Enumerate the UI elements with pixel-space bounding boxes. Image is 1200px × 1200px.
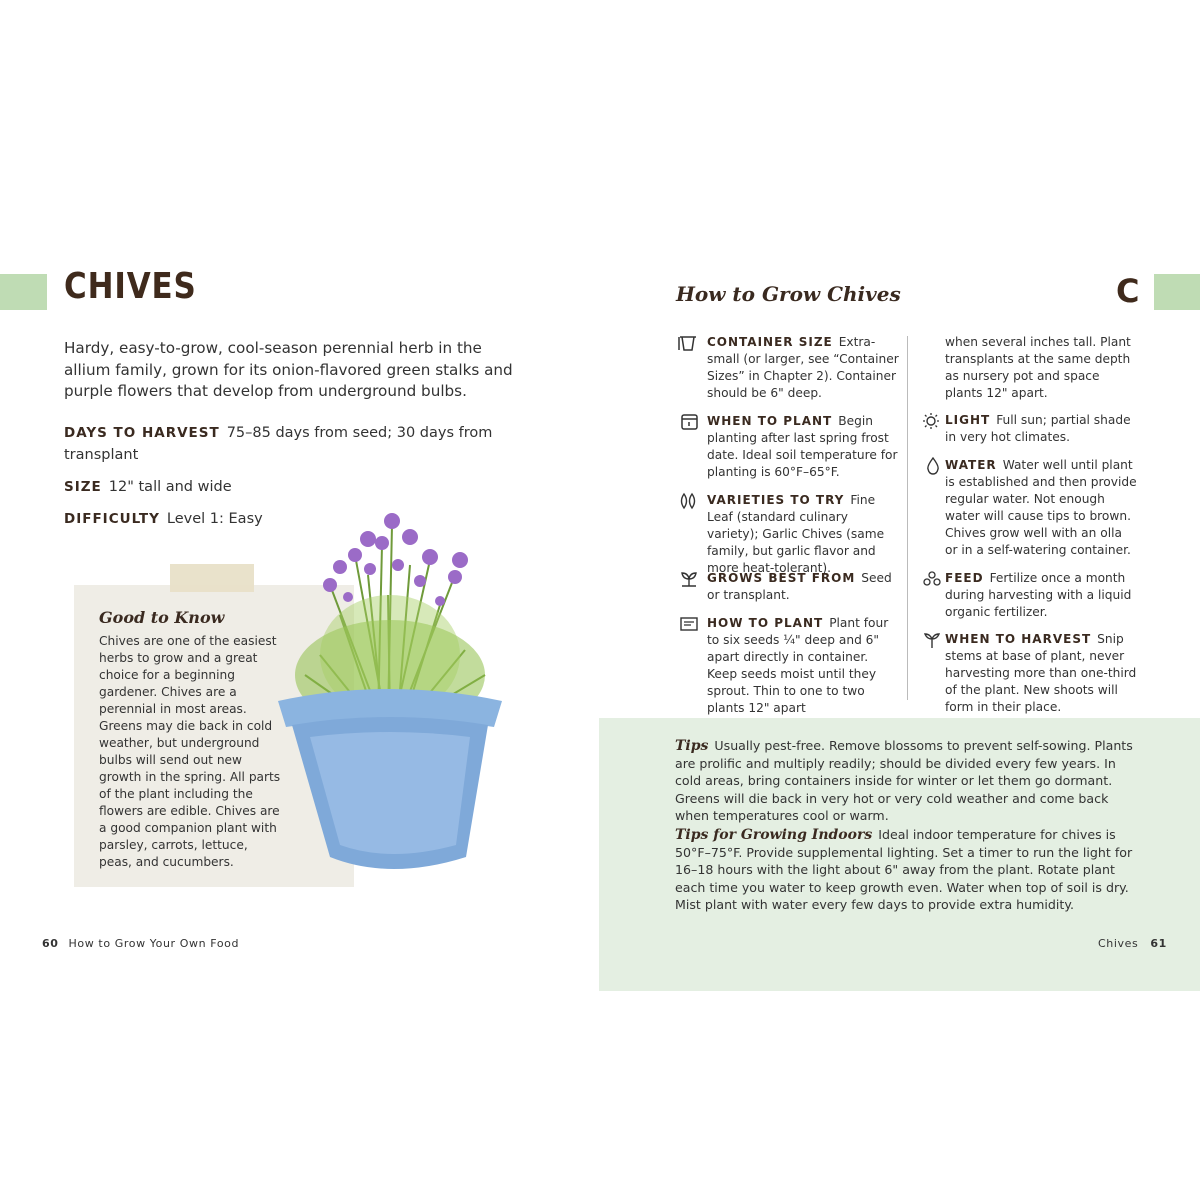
leaves-icon — [678, 492, 698, 510]
good-to-know-body: Chives are one of the easiest herbs to grow and a great choice for a beginning gardener. Chives are a perennial in most areas. Greens may die back in cold weather, but underground bulbs will send out new growth in the spring. All parts of the plant including the flowers are edible. Chives are a good companion plant with parsley, carrots, lettuce, peas, and cucumbers. — [99, 634, 281, 869]
entry-text: Water well until plant is established and then provide regular water. Not enough water will cause tips to brown. Chives grow well with an olla or in a self-watering container. — [945, 458, 1137, 557]
running-title: Chives — [1098, 937, 1139, 950]
entry-text: Plant four to six seeds ¼" deep and 6" apart directly in container. Keep seeds moist until they sprout. Thin to one to two plants 12" apart — [707, 616, 889, 715]
fact-label: DAYS TO HARVEST — [64, 425, 220, 441]
seed-packet-icon — [679, 615, 699, 633]
tips-heading: Tips — [675, 738, 709, 754]
entry-varieties-to-try — [707, 492, 899, 577]
how-to-plant-continuation: when several inches tall. Plant transplants at the same depth as nursery pot and space plants 12" apart. — [945, 335, 1131, 400]
entry-label: WATER — [945, 458, 997, 472]
fact-label: SIZE — [64, 479, 102, 495]
good-to-know-title: Good to Know — [99, 608, 225, 627]
running-title: How to Grow Your Own Food — [68, 937, 240, 950]
fact-value: 12" tall and wide — [108, 479, 232, 495]
entry-text: Seed or transplant. — [707, 571, 892, 602]
entry-container-size — [707, 334, 899, 402]
left-page-tab — [0, 274, 47, 310]
fact-value: 75–85 days from seed; 30 days from transplant — [64, 425, 493, 463]
entry-label: HOW TO PLANT — [707, 616, 824, 630]
entry-text: Extra-small (or larger, see “Container Sizes” in Chapter 2). Container should be 6" deep. — [707, 335, 899, 400]
water-drop-icon — [923, 457, 943, 475]
entry-text: Begin planting after last spring frost date. Ideal soil temperature for planting is 60°F–65°F. — [707, 414, 898, 479]
sun-icon — [921, 412, 941, 430]
left-footer — [42, 937, 239, 950]
entry-text: Snip stems at base of plant, never harvesting more than one-third of the plant. New shoots will form in their place. — [945, 632, 1137, 714]
entry-how-to-plant — [707, 615, 899, 717]
fact-value: Level 1: Easy — [166, 511, 263, 527]
entry-label: WHEN TO PLANT — [707, 414, 833, 428]
entry-water — [945, 457, 1137, 559]
fact-days-to-harvest — [64, 423, 514, 466]
entry-feed — [945, 570, 1137, 621]
calendar-icon — [680, 413, 700, 431]
entry-light — [945, 412, 1137, 446]
chives-pot-illustration — [270, 505, 510, 885]
entry-text: Fertilize once a month during harvesting with a liquid organic fertilizer. — [945, 571, 1132, 619]
entry-when-to-plant — [707, 413, 899, 481]
tips-section — [675, 737, 1145, 824]
fact-label: DIFFICULTY — [64, 511, 160, 527]
entry-label: GROWS BEST FROM — [707, 571, 856, 585]
tape-strip — [170, 564, 254, 592]
entry-label: FEED — [945, 571, 984, 585]
right-footer — [1098, 937, 1167, 950]
container-icon — [678, 334, 698, 352]
tips-indoors-section — [675, 826, 1145, 913]
section-letter: C — [1116, 272, 1140, 310]
page-number: 61 — [1150, 937, 1167, 950]
entry-when-to-harvest — [945, 631, 1137, 716]
page-number: 60 — [42, 937, 59, 950]
right-page-tab — [1154, 274, 1200, 310]
entry-label: CONTAINER SIZE — [707, 335, 833, 349]
tips-indoors-text: Ideal indoor temperature for chives is 50°F–75°F. Provide supplemental lighting. Set a timer to run the light for 16–18 hours with the light about 6" away from the plant. Rotate plant each time you water to keep growth even. Water when top of soil is dry. Mist plant with water every few days to provide extra humidity. — [675, 827, 1133, 912]
tips-text: Usually pest-free. Remove blossoms to prevent self-sowing. Plants are prolific and multiply readily; should be divided every few years. In cold areas, bring containers inside for winter or let them go dormant. Greens will die back in very hot or very cold weather and come back when temperatures cool or warm. — [675, 738, 1133, 823]
sprout-icon — [679, 570, 699, 588]
page-title: CHIVES — [64, 266, 197, 307]
fertilizer-icon — [922, 570, 942, 588]
how-to-heading: How to Grow Chives — [676, 282, 901, 306]
entry-text: Fine Leaf (standard culinary variety); Garlic Chives (same family, but garlic flavor and more heat-tolerant). — [707, 493, 885, 575]
entry-label: VARIETIES TO TRY — [707, 493, 845, 507]
fact-size — [64, 477, 514, 499]
entry-label: LIGHT — [945, 413, 991, 427]
harvest-icon — [922, 631, 942, 649]
tips-indoors-heading: Tips for Growing Indoors — [675, 827, 873, 843]
column-divider — [907, 336, 908, 700]
entry-grows-best-from — [707, 570, 899, 604]
entry-text: Full sun; partial shade in very hot climates. — [945, 413, 1131, 444]
intro-text: Hardy, easy-to-grow, cool-season perennial herb in the allium family, grown for its onion-flavored green stalks and purple flowers that develop from underground bulbs. — [64, 339, 513, 400]
entry-label: WHEN TO HARVEST — [945, 632, 1092, 646]
